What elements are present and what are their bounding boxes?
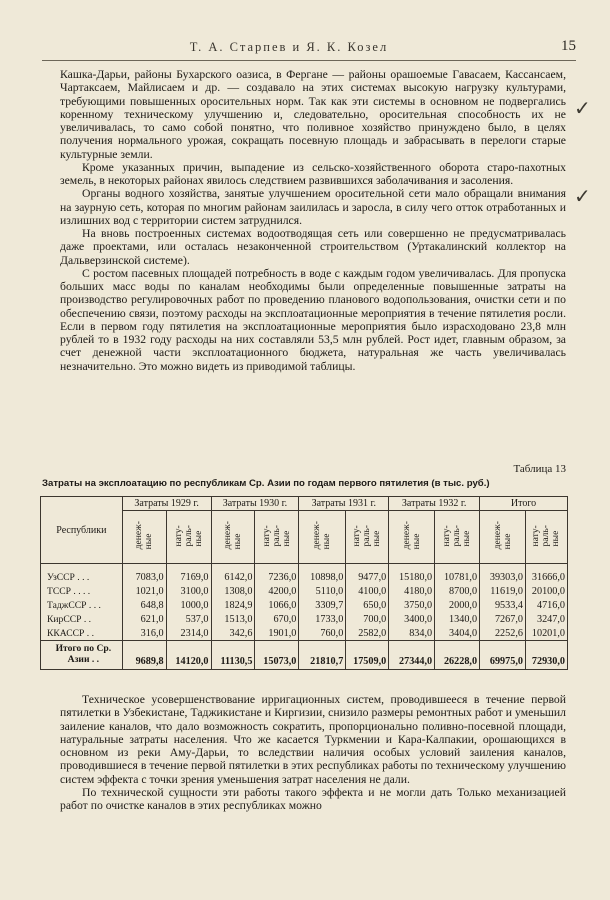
paragraph: Техническое усовершенствование ирригационных систем, проводившееся в течение первой пятилетки в Узбекистане, Таджикистане и Киргизии, снизило размеры ремонтных работ и уменьшил заиление каналов, что дало возможность сократить, пропорционально поливно-посевной площади, натуральные затраты населения. Что же касается Туркмении и Кара-Калпакии, орошающихся в основном из реки Аму-Дарьи, то вследствии наличия особых условий заиления каналов, проводившиеся в течение первой пятилетки в этих республиках работы по техническому улучшению систем эффекта с точки зрения уменьшения затрат населения не дали.: [60, 693, 566, 786]
cell: 9477,0: [346, 564, 389, 585]
table-total-row: [41, 641, 568, 670]
cell: 21810,7: [299, 641, 346, 670]
cell: 3100,0: [166, 584, 211, 598]
running-title: Т. А. Старпев и Я. К. Козел: [189, 40, 389, 54]
row-republic: КирССР . .: [41, 612, 123, 626]
cell: 69975,0: [480, 641, 526, 670]
subheader-money: денеж- ные: [133, 521, 155, 550]
row-total-label: Итого по Ср. Азии . .: [41, 641, 123, 670]
row-republic: ККАССР . .: [41, 626, 123, 641]
cell: 15073,0: [255, 641, 299, 670]
cell: 1000,0: [166, 598, 211, 612]
subheader-natural: нату- раль- ные: [260, 524, 292, 547]
cell: 72930,0: [525, 641, 567, 670]
cell: 1824,9: [211, 598, 255, 612]
cell: 3404,0: [435, 626, 480, 641]
cell: 1340,0: [435, 612, 480, 626]
margin-check-mark: ✓: [574, 186, 591, 208]
cell: 5110,0: [299, 584, 346, 598]
cell: 9689,8: [122, 641, 166, 670]
cell: 7083,0: [122, 564, 166, 585]
row-republic: ТССР . . . .: [41, 584, 123, 598]
paragraph: С ростом пасевных площадей потребность в воде с каждым годом увеличивалась. Для пропуска больших масс воды по каналам необходимы были определенные повышенные затраты на производство регулировочных работ по проведению планового водопользования, очистки сети и по обеспечению связи, поэтому расходы на эксплоатационные мероприятия в течение пятилетия росли. Если в первом году пятилетия на эксплоатационные мероприятия было израсходовано 23,8 млн рублей то в 1932 году расходы на них составляли 53,5 млн рублей. Рост идет, главным образом, за счет денежной части эксплоатационного бюджета, натуральная же часть увеличивалась незначительно. Это можно видеть из приводимой таблицы.: [60, 266, 566, 373]
cell: 4100,0: [346, 584, 389, 598]
cell: 6142,0: [211, 564, 255, 585]
cell: 2582,0: [346, 626, 389, 641]
column-group-total: Итого: [480, 497, 568, 511]
cell: 1308,0: [211, 584, 255, 598]
cell: 3750,0: [389, 598, 435, 612]
cell: 31666,0: [525, 564, 567, 585]
cell: 316,0: [122, 626, 166, 641]
subheader-natural: нату- раль- ные: [351, 524, 383, 547]
cell: 14120,0: [166, 641, 211, 670]
column-group-1930: Затраты 1930 г.: [211, 497, 299, 511]
subheader-natural: нату- раль- ные: [441, 524, 473, 547]
cell: 1733,0: [299, 612, 346, 626]
cell: 26228,0: [435, 641, 480, 670]
running-header: [42, 38, 576, 61]
cell: 11130,5: [211, 641, 255, 670]
cell: 7267,0: [480, 612, 526, 626]
cell: 11619,0: [480, 584, 526, 598]
table-title: Затраты на эксплоатацию по республикам Ср. Азии по годам первого пятилетия (в тыс. руб.): [42, 478, 490, 489]
column-group-1929: Затраты 1929 г.: [122, 497, 211, 511]
subheader-natural: нату- раль- ные: [172, 524, 204, 547]
body-text-top: [60, 68, 566, 373]
cell: 3400,0: [389, 612, 435, 626]
paragraph: Кроме указанных причин, выпадение из сельско-хозяйственного оборота старо-пахотных земель, в некоторых районах явилось следствием развившихся заболачивания и засоления.: [60, 160, 566, 187]
cell: 7169,0: [166, 564, 211, 585]
table-label: Таблица 13: [513, 463, 566, 475]
cell: 15180,0: [389, 564, 435, 585]
column-group-1931: Затраты 1931 г.: [299, 497, 389, 511]
cell: 4716,0: [525, 598, 567, 612]
cell: 2252,6: [480, 626, 526, 641]
subheader-money: денеж- ные: [221, 521, 243, 550]
cell: 621,0: [122, 612, 166, 626]
cell: 8700,0: [435, 584, 480, 598]
cell: 3247,0: [525, 612, 567, 626]
cell: 10201,0: [525, 626, 567, 641]
subheader-natural: нату- раль- ные: [530, 524, 562, 547]
cell: 20100,0: [525, 584, 567, 598]
cell: 1021,0: [122, 584, 166, 598]
cell: 1901,0: [255, 626, 299, 641]
cell: 10781,0: [435, 564, 480, 585]
cell: 4200,0: [255, 584, 299, 598]
cell: 760,0: [299, 626, 346, 641]
body-text-bottom: [60, 693, 566, 812]
table-row: [41, 612, 568, 626]
table-row: [41, 564, 568, 585]
table-row: [41, 584, 568, 598]
cell: 27344,0: [389, 641, 435, 670]
cell: 10898,0: [299, 564, 346, 585]
cell: 2314,0: [166, 626, 211, 641]
cell: 650,0: [346, 598, 389, 612]
cell: 834,0: [389, 626, 435, 641]
cell: 537,0: [166, 612, 211, 626]
cell: 2000,0: [435, 598, 480, 612]
cell: 3309,7: [299, 598, 346, 612]
subheader-money: денеж- ные: [491, 521, 513, 550]
column-header-republic: Республики: [41, 497, 123, 564]
paragraph: На вновь построенных системах водоотводящая сеть или совершенно не предусматривалась даже проектами, или осталась незаконченной строительством (Уртакалинский коллектор на Дальверзинской системе).: [60, 227, 566, 267]
subheader-money: денеж- ные: [400, 521, 422, 550]
table-row: [41, 598, 568, 612]
expenses-table: [40, 496, 568, 670]
cell: 17509,0: [346, 641, 389, 670]
cell: 1513,0: [211, 612, 255, 626]
subheader-money: денеж- ные: [311, 521, 333, 550]
row-republic: ТаджССР . . .: [41, 598, 123, 612]
cell: 648,8: [122, 598, 166, 612]
row-republic: УзССР . . .: [41, 564, 123, 585]
cell: 700,0: [346, 612, 389, 626]
cell: 39303,0: [480, 564, 526, 585]
cell: 670,0: [255, 612, 299, 626]
cell: 1066,0: [255, 598, 299, 612]
paragraph: Кашка-Дарьи, районы Бухарского оазиса, в Фергане — районы орашоемые Гавасаем, Кассансаем, Чартаксаем, Майлисаем и др. — создавало на этих системах высокую нагрузку культурами, требующими повышенных оросительных норм. Так как эти системы в основном не подвергались коренному техническому улучшению и, следовательно, оросительная способность их не увеличивалась, то само собой понятно, что поливное хозяйство принуждено было, в целях получения нормального урожая, сокращать посевную площадь и забрасывать в перелоги старые культурные земли.: [60, 68, 566, 161]
page-number: 15: [561, 38, 576, 54]
cell: 7236,0: [255, 564, 299, 585]
column-group-1932: Затраты 1932 г.: [389, 497, 480, 511]
cell: 342,6: [211, 626, 255, 641]
cell: 4180,0: [389, 584, 435, 598]
cell: 9533,4: [480, 598, 526, 612]
paragraph: По технической сущности эти работы такого эффекта и не могли дать Только механизацией работ по очистке каналов в этих республиках можно: [60, 785, 566, 812]
table-row: [41, 626, 568, 641]
margin-check-mark: ✓: [574, 98, 591, 120]
paragraph: Органы водного хозяйства, занятые улучшением оросительной сети мало обращали внимания на заурную сеть, которая по многим районам заилилась и заросла, в силу чего отток отработанных и излишних вод с территории систем затруднился.: [60, 187, 566, 227]
